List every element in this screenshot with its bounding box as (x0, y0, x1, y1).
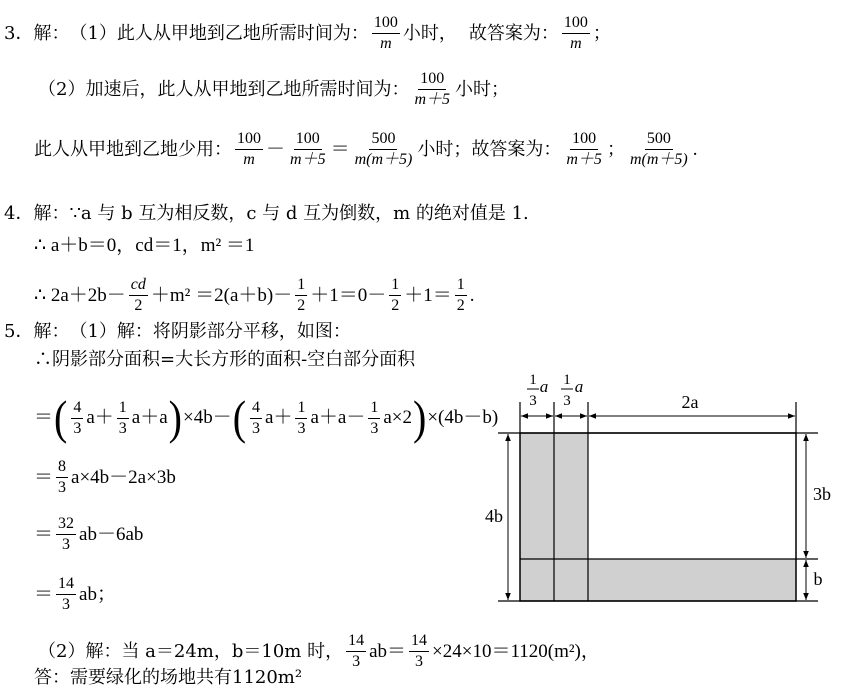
fraction: $\frac{500}{m(m+5)}$ (354, 130, 413, 168)
p3-part2-text: （2）加速后，此人从甲地到乙地所需时间为： (38, 78, 410, 100)
fraction: $\frac{1}{2}$ (391, 276, 400, 314)
expr-text: ＋1＝0－ (310, 284, 387, 306)
area-diagram (476, 366, 831, 611)
p3-label: 3．解： (4, 22, 70, 44)
p3-part1-text: （1）此人从甲地到乙地所需时间为： (69, 22, 369, 44)
label-2a: 2a (681, 392, 699, 412)
label-one-1: 1 (529, 372, 537, 388)
shaded-strip-horizontal (520, 559, 796, 601)
fraction: $\frac{1}{2}$ (456, 276, 465, 314)
fraction: $\frac{100}{m+5}$ (414, 70, 451, 108)
p5-part2 (38, 632, 600, 671)
fraction: $\frac{14}{3}$ (411, 632, 428, 670)
p4-line2 (34, 236, 254, 256)
p5-line1 (4, 322, 351, 342)
fraction: $\frac{100}{m+5}$ (566, 130, 602, 168)
fraction: $\frac{32}{3}$ (58, 515, 75, 553)
label-3b: 3b (813, 484, 831, 504)
punct: . (469, 284, 475, 306)
fraction: $\frac{1}{3}$ (370, 398, 379, 437)
answer-label: 小时；故答案为： (417, 138, 562, 160)
expr-text: ∴ 2a＋2b－ (34, 284, 126, 306)
fraction: $\frac{1}{3}$ (118, 398, 127, 437)
p5-therefore-text: ∴阴影部分面积=大长方形的面积-空白部分面积 (34, 349, 416, 370)
expr-text: ×4b－ (182, 407, 232, 428)
fraction: $\frac{1}{2}$ (297, 276, 306, 314)
fraction: $\frac{cd}{2}$ (130, 276, 146, 314)
p4-conditions: ∴ a＋b＝0，cd＝1，m² ＝1 (34, 235, 255, 256)
expr-text: a＋ (86, 407, 114, 428)
fraction: $\frac{100}{m}$ (237, 130, 261, 168)
label-4b: 4b (485, 506, 503, 526)
unit-text: 小时； (455, 78, 510, 100)
p3-line3: 此人从甲地到乙地少用： $\frac{100}{m}$ － $\frac{100}{m+5}$ ＝ $\frac{500}{m(m+5)}$ 小时；故答案为： $\frac{100}{m+5}$ ； $\frac{500}{m(m+5)}$ . (34, 130, 698, 168)
expr-text: a×2 (383, 407, 412, 428)
fraction: $\frac{100}{m+5}$ (290, 130, 326, 168)
p5-part2-text: （2）解：当 a＝24m，b＝10m 时， (38, 640, 344, 662)
label-b: b (813, 569, 823, 589)
fraction: $\frac{500}{m(m+5)}$ (629, 130, 688, 168)
expr-text: a＋a－ (310, 407, 366, 428)
fraction: $\frac{14}{3}$ (58, 575, 75, 613)
p5-line2 (34, 350, 415, 370)
p5-eq3 (34, 515, 143, 554)
p5-answer (34, 668, 302, 688)
fraction: $\frac{1}{3}$ (297, 398, 306, 437)
equals: ＝ (34, 583, 54, 605)
label-a-2: a (574, 377, 584, 396)
p5-part1-text: （1）解：将阴影部分平移，如图： (69, 321, 351, 342)
label-a-1: a (539, 377, 549, 396)
answer-label: 故答案为： (468, 22, 559, 44)
p4-line3 (34, 276, 475, 315)
p5-answer-text: 答：需要绿化的场地共有1120m² (34, 667, 303, 688)
expr-text: ab－6ab (79, 523, 144, 545)
label-three-1: 3 (529, 393, 537, 409)
fraction: $\frac{8}{3}$ (58, 458, 67, 496)
equals: ＝ (34, 407, 54, 428)
expr-text: ab＝ (369, 640, 407, 662)
p5-eq2 (34, 458, 176, 497)
fraction: $\frac{14}{3}$ (348, 632, 365, 670)
p3-less-text: 此人从甲地到乙地少用： (34, 138, 232, 160)
label-one-2: 1 (563, 372, 571, 388)
p5-eq4 (34, 575, 116, 614)
p5-eq1: ＝ ( $\frac{4}{3}$ a＋ $\frac{1}{3}$ a＋a ) ×4b－ ( $\frac{4}{3}$ a＋ $\frac{1}{3}$ a＋a－ $\frac{1}{3}$ a×2 ) ×(4b－b) (34, 390, 499, 445)
fraction: $\frac{4}{3}$ (73, 398, 82, 437)
p4-given-text: ∵a 与 b 互为相反数，c 与 d 互为倒数，m 的绝对值是 1. (69, 203, 529, 224)
equals: ＝ (34, 466, 54, 488)
punct: ； (592, 22, 611, 44)
p5-label: 5．解： (4, 321, 70, 342)
punct: ； (606, 138, 625, 160)
equals: ＝ (34, 523, 54, 545)
unit-text: 小时， (402, 22, 457, 44)
expr-text: ＋1＝ (404, 284, 452, 306)
p4-line1 (4, 204, 529, 224)
expr-text: ＋m² ＝2(a＋b)－ (150, 284, 293, 306)
expr-text: a×4b－2a×3b (71, 466, 176, 488)
expr-text: a＋a (131, 407, 168, 428)
p3-line2 (38, 70, 509, 109)
label-three-2: 3 (563, 393, 571, 409)
expr-text: a＋ (265, 407, 293, 428)
expr-text: ab； (79, 583, 116, 605)
punct: . (692, 138, 698, 160)
p3-line1 (4, 14, 611, 53)
fraction: $\frac{4}{3}$ (252, 398, 261, 437)
fraction: $\frac{100}{m}$ (373, 14, 398, 52)
expr-text: ×24×10＝1120(m²)， (432, 640, 600, 662)
expr-text: ×(4b－b) (427, 407, 499, 428)
fraction: $\frac{100}{m}$ (563, 14, 588, 52)
p4-label: 4．解： (4, 203, 70, 224)
